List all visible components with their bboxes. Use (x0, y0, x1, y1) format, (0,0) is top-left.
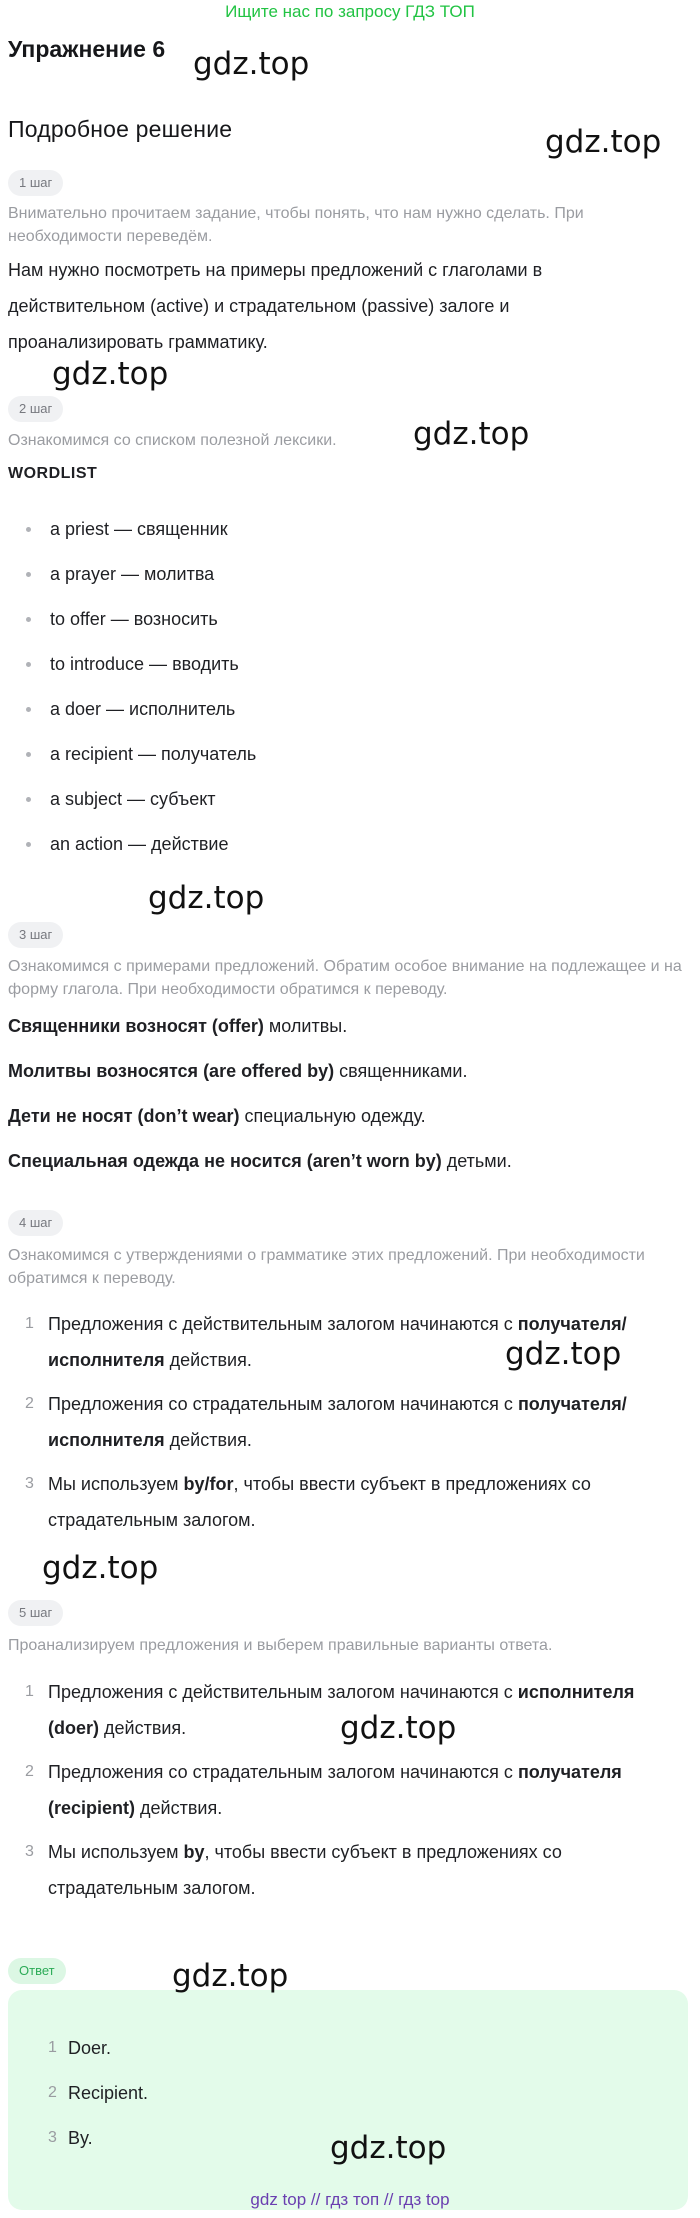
step-note: Ознакомимся с утверждениями о грамматике этих предложений. При необходимости обратимся к переводу. (8, 1247, 645, 1287)
list-item: a doer — исполнитель (0, 691, 256, 736)
bullet-icon (26, 617, 31, 622)
list-item: to introduce — вводить (0, 646, 256, 691)
watermark: gdz.top (505, 1336, 622, 1372)
exercise-title: Упражнение 6 (8, 36, 166, 62)
list-item: 3 By. (48, 2128, 93, 2148)
step-badge: 1 шаг (8, 170, 63, 196)
step-badge: 2 шаг (8, 396, 63, 422)
wordlist-title: WORDLIST (8, 465, 98, 482)
watermark: gdz.top (172, 1958, 289, 1994)
example-sentence: Священники возносят (offer) молитвы. (8, 1016, 348, 1036)
step-badge: 4 шаг (8, 1210, 63, 1236)
list-item: a recipient — получатель (0, 736, 256, 781)
watermark: gdz.top (193, 46, 310, 82)
list-item: an action — действие (0, 826, 256, 871)
step-text: Нам нужно посмотреть на примеры предложений с глаголами в действительном (active) и страдательном (passive) залоге и проанализировать грамматику. (8, 260, 543, 352)
step-note: Ознакомимся со списком полезной лексики. (8, 432, 337, 449)
bullet-icon (26, 752, 31, 757)
watermark: gdz.top (545, 124, 662, 160)
example-sentence: Молитвы возносятся (are offered by) священниками. (8, 1061, 468, 1081)
bullet-icon (26, 842, 31, 847)
step-note: Внимательно прочитаем задание, чтобы понять, что нам нужно сделать. При необходимости переведём. (8, 205, 584, 245)
example-sentences (8, 1008, 688, 1188)
list-item: 2 Предложения со страдательным залогом начинаются с получателя (recipient) действия. (25, 1762, 622, 1818)
example-sentence: Дети не носят (don’t wear) специальную одежду. (8, 1106, 426, 1126)
answer-list (0, 2030, 148, 2165)
step-badge: 5 шаг (8, 1600, 63, 1626)
watermark: gdz.top (52, 356, 169, 392)
wordlist (0, 511, 256, 871)
bullet-icon (26, 662, 31, 667)
list-item: a priest — священник (0, 511, 256, 556)
footer-links[interactable]: gdz top // гдз топ // гдз top (250, 2190, 450, 2209)
search-hint-link[interactable]: Ищите нас по запросу ГДЗ ТОП (225, 2, 475, 21)
list-item: 2 Предложения со страдательным залогом начинаются с получателя/ исполнителя действия. (25, 1394, 627, 1450)
step-badge: 3 шаг (8, 922, 63, 948)
watermark: gdz.top (330, 2130, 447, 2166)
list-item: a prayer — молитва (0, 556, 256, 601)
list-item: a subject — субъект (0, 781, 256, 826)
watermark: gdz.top (42, 1550, 159, 1586)
example-sentence: Специальная одежда не носится (aren’t worn by) детьми. (8, 1151, 512, 1171)
watermark: gdz.top (148, 880, 265, 916)
list-item: 1 Doer. (48, 2038, 112, 2058)
bullet-icon (26, 707, 31, 712)
list-item: 3 Мы используем by/for, чтобы ввести субъект в предложениях со страдательным залогом. (25, 1474, 591, 1530)
list-item: 1 Предложения с действительным залогом начинаются с получателя/ исполнителя действия. (25, 1314, 627, 1370)
list-item: 1 Предложения с действительным залогом начинаются с исполнителя (doer) действия. (25, 1682, 635, 1738)
list-item: to offer — возносить (0, 601, 256, 646)
watermark: gdz.top (413, 416, 530, 452)
bullet-icon (26, 527, 31, 532)
answer-badge: Ответ (8, 1958, 66, 1984)
watermark: gdz.top (340, 1710, 457, 1746)
list-item: 2 Recipient. (48, 2083, 149, 2103)
bullet-icon (26, 797, 31, 802)
step-note: Ознакомимся с примерами предложений. Обратим особое внимание на подлежащее и на форму глагола. При необходимости обратимся к переводу. (8, 958, 682, 998)
solution-heading: Подробное решение (8, 116, 233, 142)
bullet-icon (26, 572, 31, 577)
list-item: 3 Мы используем by, чтобы ввести субъект в предложениях со страдательным залогом. (25, 1842, 562, 1898)
step-note: Проанализируем предложения и выберем правильные варианты ответа. (8, 1637, 553, 1654)
